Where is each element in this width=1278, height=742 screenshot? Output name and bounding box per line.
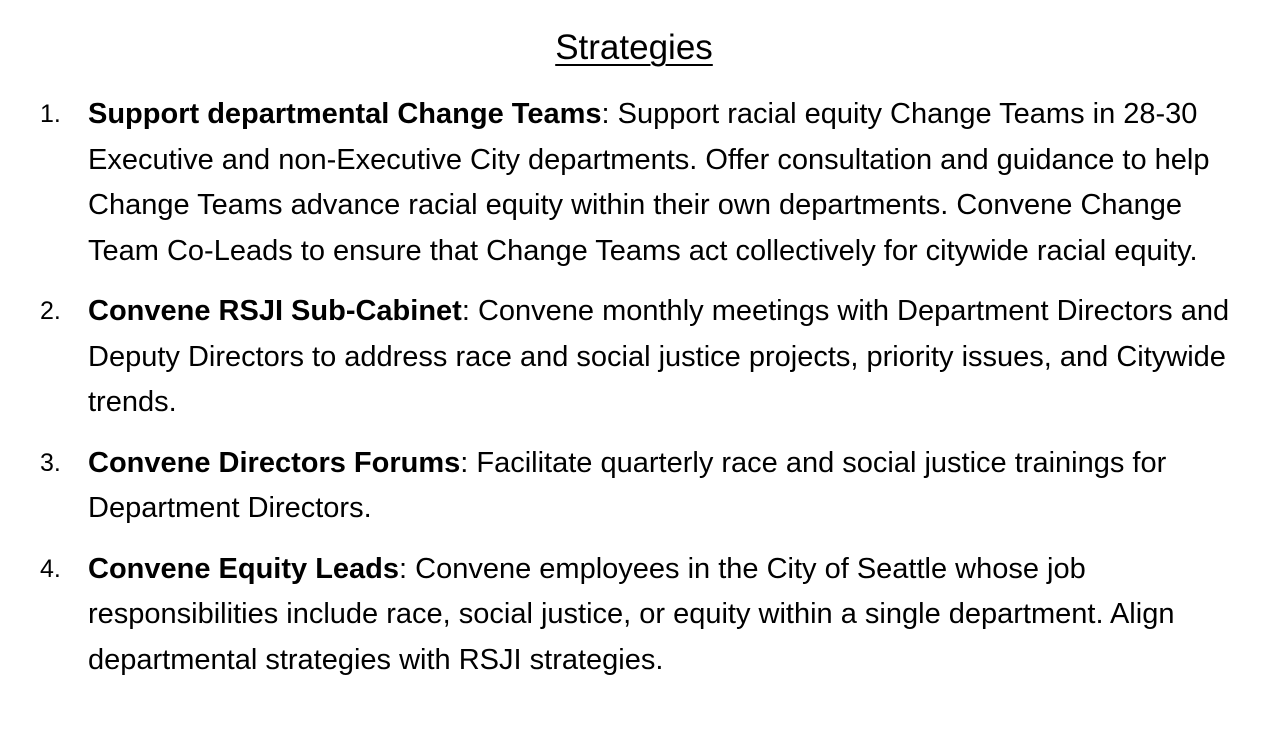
list-item	[0, 547, 1278, 684]
list-item-number: 4.	[40, 554, 61, 583]
strategy-description: Convene employees in the City of Seattle whose job responsibilities include race, social justice, or equity within a single department. Align departmental strategies with RSJI strategies.	[88, 552, 1175, 676]
strategy-heading: Convene Directors Forums	[88, 446, 461, 479]
strategy-separator: :	[461, 295, 470, 327]
strategy-separator: :	[460, 446, 469, 479]
list-item-number: 2.	[40, 297, 61, 325]
strategy-heading: Convene Equity Leads	[88, 552, 400, 585]
strategy-list	[0, 92, 1278, 698]
list-item-number: 1.	[40, 100, 61, 128]
strategy-description: Convene monthly meetings with Department Directors and Deputy Directors to address race and social justice projects, priority issues, and Citywide trends.	[88, 295, 1230, 418]
list-item	[0, 92, 1278, 274]
strategy-description: Support racial equity Change Teams in 28-30 Executive and non-Executive City departments. Offer consultation and guidance to help Change Teams advance racial equity within their own departments. Convene Change Team Co-Leads to ensure that Change Teams act collectively for citywide racial equity.	[88, 98, 1210, 267]
list-item	[0, 441, 1278, 532]
strategy-description: Facilitate quarterly race and social justice trainings for Department Directors.	[88, 446, 1167, 524]
strategy-heading: Support departmental Change Teams	[88, 98, 602, 130]
document-title: Strategies	[555, 28, 713, 67]
list-item	[0, 289, 1278, 426]
strategy-heading: Convene RSJI Sub-Cabinet	[88, 295, 462, 327]
strategy-separator: :	[601, 98, 610, 130]
strategy-separator: :	[399, 552, 408, 585]
list-item-number: 3.	[40, 448, 61, 477]
